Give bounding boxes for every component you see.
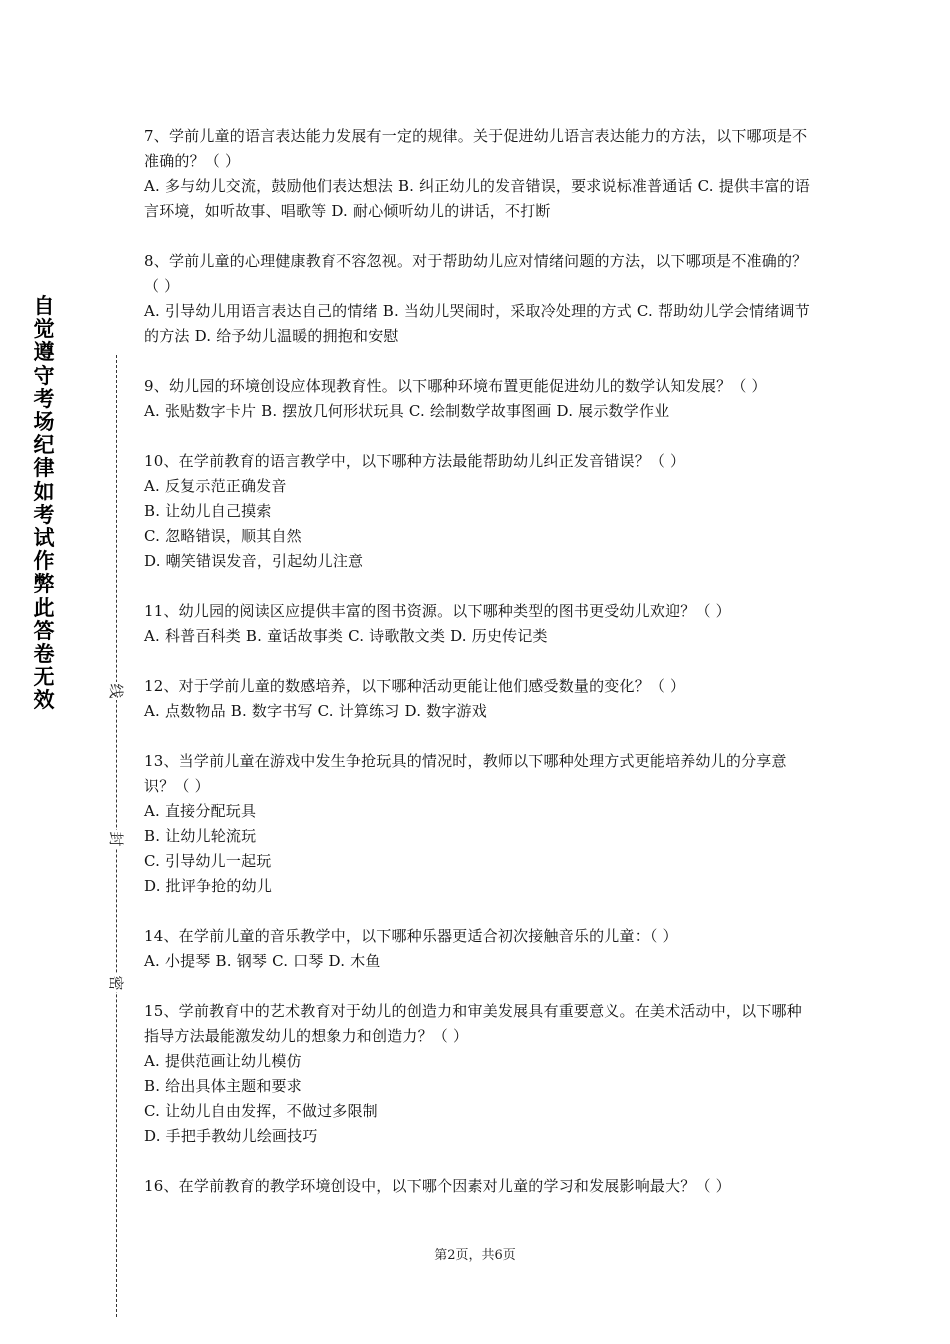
option-a: A. 直接分配玩具: [144, 802, 257, 820]
question-options: A. 多与幼儿交流，鼓励他们表达想法 B. 纠正幼儿的发音错误，要求说标准普通话 C. 提供丰富的语言环境，如听故事、唱歌等 D. 耐心倾听幼儿的讲话，不打断: [144, 177, 810, 220]
exam-discipline-notice: 自觉遵守考场纪律如考试作弊此答卷无效: [33, 294, 55, 713]
question-16: [144, 1174, 810, 1199]
question-text: 7、学前儿童的语言表达能力发展有一定的规律。关于促进幼儿语言表达能力的方法，以下哪项是不准确的？（ ）: [144, 127, 808, 170]
question-8: [144, 249, 810, 349]
question-9: [144, 374, 810, 424]
question-options: A. 点数物品 B. 数字书写 C. 计算练习 D. 数字游戏: [144, 702, 487, 720]
question-text: 11、幼儿园的阅读区应提供丰富的图书资源。以下哪种类型的图书更受幼儿欢迎？（ ）: [144, 602, 731, 620]
question-options: A. 小提琴 B. 钢琴 C. 口琴 D. 木鱼: [144, 952, 381, 970]
option-a: A. 反复示范正确发音: [144, 477, 287, 495]
seal-label-seal: 封: [107, 831, 125, 847]
option-b: B. 让幼儿自己摸索: [144, 502, 272, 520]
option-c: C. 让幼儿自由发挥，不做过多限制: [144, 1102, 378, 1120]
question-text: 14、在学前儿童的音乐教学中，以下哪种乐器更适合初次接触音乐的儿童：（ ）: [144, 927, 678, 945]
question-text: 8、学前儿童的心理健康教育不容忽视。对于帮助幼儿应对情绪问题的方法，以下哪项是不准确的？（ ）: [144, 252, 808, 295]
question-7: [144, 124, 810, 224]
option-d: D. 手把手教幼儿绘画技巧: [144, 1127, 318, 1145]
question-list: [144, 124, 810, 1224]
question-14: [144, 924, 810, 974]
question-text: 10、在学前教育的语言教学中，以下哪种方法最能帮助幼儿纠正发音错误？（ ）: [144, 452, 686, 470]
question-options: A. 科普百科类 B. 童话故事类 C. 诗歌散文类 D. 历史传记类: [144, 627, 548, 645]
page-number-footer: 第2页，共6页: [434, 1248, 516, 1263]
question-options: A. 张贴数字卡片 B. 摆放几何形状玩具 C. 绘制数学故事图画 D. 展示数学作业: [144, 402, 670, 420]
question-text: 13、当学前儿童在游戏中发生争抢玩具的情况时，教师以下哪种处理方式更能培养幼儿的分享意识？（ ）: [144, 752, 787, 795]
question-15: [144, 999, 810, 1149]
question-text: 12、对于学前儿童的数感培养，以下哪种活动更能让他们感受数量的变化？（ ）: [144, 677, 686, 695]
option-a: A. 提供范画让幼儿模仿: [144, 1052, 302, 1070]
question-text: 9、幼儿园的环境创设应体现教育性。以下哪种环境布置更能促进幼儿的数学认知发展？（ ）: [144, 377, 767, 395]
question-text: 15、学前教育中的艺术教育对于幼儿的创造力和审美发展具有重要意义。在美术活动中，以下哪种指导方法最能激发幼儿的想象力和创造力？（ ）: [144, 1002, 802, 1045]
option-b: B. 给出具体主题和要求: [144, 1077, 302, 1095]
option-c: C. 忽略错误，顺其自然: [144, 527, 302, 545]
question-12: [144, 674, 810, 724]
question-text: 16、在学前教育的教学环境创设中，以下哪个因素对儿童的学习和发展影响最大？（ ）: [144, 1177, 731, 1195]
question-13: [144, 749, 810, 899]
seal-label-secret: 密: [107, 975, 125, 991]
question-options: A. 引导幼儿用语言表达自己的情绪 B. 当幼儿哭闹时，采取冷处理的方式 C. 帮助幼儿学会情绪调节的方法 D. 给予幼儿温暖的拥抱和安慰: [144, 302, 810, 345]
option-b: B. 让幼儿轮流玩: [144, 827, 257, 845]
option-d: D. 嘲笑错误发音，引起幼儿注意: [144, 552, 364, 570]
question-10: [144, 449, 810, 574]
option-c: C. 引导幼儿一起玩: [144, 852, 272, 870]
option-d: D. 批评争抢的幼儿: [144, 877, 273, 895]
seal-label-line: 线: [107, 683, 125, 699]
question-11: [144, 599, 810, 649]
